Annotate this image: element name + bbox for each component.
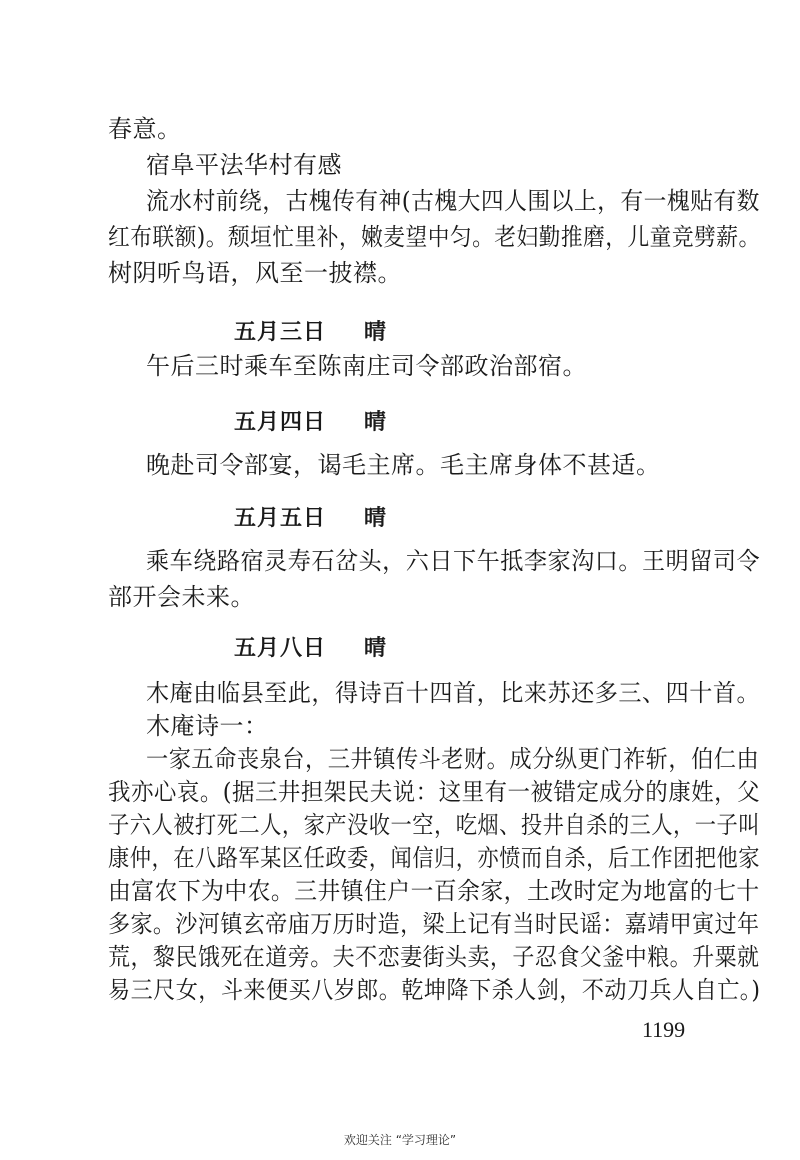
entry-date: 五月八日 xyxy=(234,635,327,661)
text-line: 一家五命丧泉台，三井镇传斗老财。成分纵更门祚斩，伯仁由 xyxy=(146,745,760,773)
diary-entry-heading xyxy=(234,504,386,532)
entry-date: 五月五日 xyxy=(234,505,327,531)
diary-entry-heading xyxy=(234,634,386,662)
footer-caption: 欢迎关注 “学习理论” xyxy=(343,1133,457,1147)
text-line: 部开会未来。 xyxy=(108,583,255,611)
text-line: 流水村前绕，古槐传有神(古槐大四人围以上，有一槐贴有数 xyxy=(146,187,760,215)
entry-weather: 晴 xyxy=(364,505,387,531)
diary-entry-heading xyxy=(234,408,386,436)
poem-title: 宿阜平法华村有感 xyxy=(146,151,342,179)
entry-weather: 晴 xyxy=(364,409,387,435)
entry-weather: 晴 xyxy=(364,319,387,345)
entry-weather: 晴 xyxy=(364,635,387,661)
text-line: 树阴听鸟语，风至一披襟。 xyxy=(108,259,402,287)
text-line: 由富农下为中农。三井镇住户一百余家，土改时定为地富的七十 xyxy=(108,877,760,905)
text-line: 木庵诗一： xyxy=(146,712,269,740)
page-number: 1199 xyxy=(642,1017,686,1042)
text-line: 子六人被打死二人，家产没收一空，吃烟、投井自杀的三人，一子叫 xyxy=(108,811,760,839)
text-line: 多家。沙河镇玄帝庙万历时造，梁上记有当时民谣：嘉靖甲寅过年 xyxy=(108,910,760,938)
diary-entry-heading xyxy=(234,318,386,346)
text-line: 春意。 xyxy=(108,115,182,143)
text-line: 晚赴司令部宴，谒毛主席。毛主席身体不甚适。 xyxy=(146,451,661,479)
entry-date: 五月三日 xyxy=(234,319,327,345)
text-line: 午后三时乘车至陈南庄司令部政治部宿。 xyxy=(146,352,587,380)
text-line: 我亦心哀。(据三井担架民夫说：这里有一被错定成分的康姓，父 xyxy=(108,778,761,806)
text-line: 康仲，在八路军某区任政委，闻信归，亦愤而自杀，后工作团把他家 xyxy=(108,844,760,872)
text-line: 乘车绕路宿灵寿石岔头，六日下午抵李家沟口。王明留司令 xyxy=(146,547,761,575)
text-line: 荒，黎民饿死在道旁。夫不恋妻街头卖，子忍食父釜中粮。升粟就 xyxy=(108,943,760,971)
entry-date: 五月四日 xyxy=(234,409,327,435)
text-line: 木庵由临县至此，得诗百十四首，比来苏还多三、四十首。 xyxy=(146,679,761,707)
text-line: 易三尺女，斗来便买八岁郎。乾坤降下杀人剑，不动刀兵人自亡。) xyxy=(108,976,761,1004)
text-line: 红布联额)。颓垣忙里补，嫩麦望中匀。老妇勤推磨，儿童竞劈薪。 xyxy=(108,223,761,251)
